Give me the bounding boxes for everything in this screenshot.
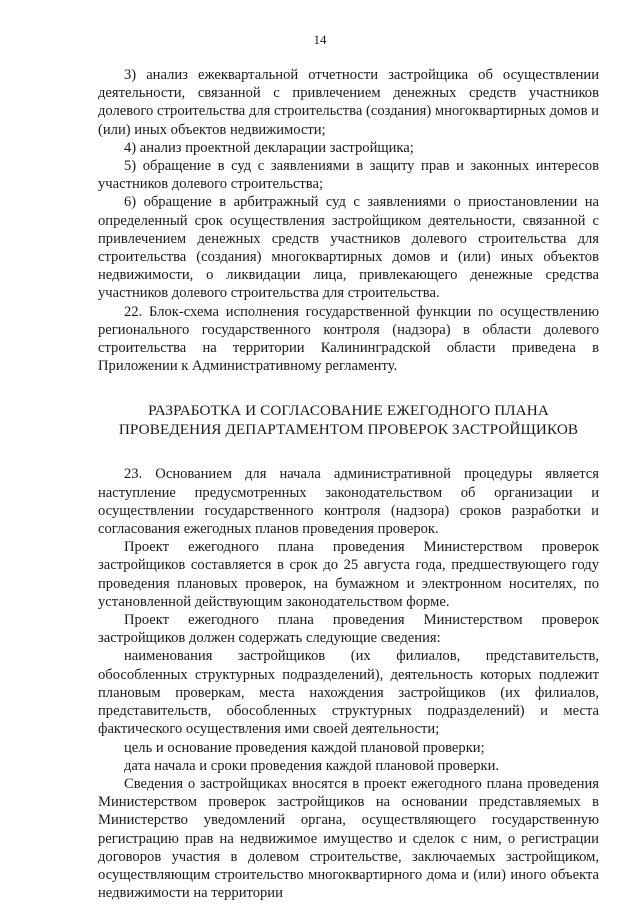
section-heading <box>98 401 599 439</box>
section-heading-line-2: ПРОВЕДЕНИЯ ДЕПАРТАМЕНТОМ ПРОВЕРОК ЗАСТРОЙЩИКОВ <box>118 421 579 439</box>
paragraph-plan-names: наименования застройщиков (их филиалов, представительств, обособленных структурных подразделений), деятельность которых подлежит плановым проверкам, места нахождения застройщиков (их филиалов, представительств, обособленных структурных подразделений) и места фактического осуществления ими своей деятельности; <box>98 648 599 738</box>
paragraph-plan-deadline: Проект ежегодного плана проведения Министерством проверок застройщиков составляется в срок до 25 августа года, предшествующего году проведения плановых проверок, на бумажном и электронном носителях, по установленной действующим законодательством форме. <box>98 539 599 610</box>
document-body <box>98 66 599 902</box>
paragraph-23: 23. Основанием для начала административной процедуры является наступление предусмотренных законодательством об организации и осуществлении государственного контроля (надзора) сроков разработки и согласования ежегодных планов проведения проверок. <box>98 466 599 538</box>
page-number: 14 <box>313 32 327 47</box>
paragraph-item-4: 4) анализ проектной декларации застройщика; <box>124 139 414 156</box>
section-heading-line-1: РАЗРАБОТКА И СОГЛАСОВАНИЕ ЕЖЕГОДНОГО ПЛАНА <box>148 402 549 420</box>
paragraph-item-3: 3) анализ ежеквартальной отчетности застройщика об осуществлении деятельности, связанной с привлечением денежных средств участников долевого строительства для строительства (создания) многоквартирных домов и (или) иных объектов недвижимости; <box>98 67 599 138</box>
paragraph-item-5: 5) обращение в суд с заявлениями в защиту прав и законных интересов участников долевого строительства; <box>98 158 599 193</box>
paragraph-plan-dates: дата начала и сроки проведения каждой плановой проверки. <box>124 757 500 774</box>
paragraph-22: 22. Блок-схема исполнения государственной функции по осуществлению регионального государственного контроля (надзора) в области долевого строительства на территории Калининградской области приведена в Приложении к Административному регламенту. <box>98 303 599 375</box>
paragraph-plan-purpose: цель и основание проведения каждой плановой проверки; <box>124 739 485 756</box>
paragraph-developer-info: Сведения о застройщиках вносятся в проект ежегодного плана проведения Министерством проверок застройщиков на основании представляемых в Министерство уведомлений органа, осуществляющего государственную регистрацию прав на недвижимое имущество и сделок с ним, о регистрации договоров участия в долевом строительстве, заключаемых застройщиком, осуществляющим строительство многоквартирного дома и (или) иного объекта недвижимости на территории <box>98 775 599 902</box>
paragraph-item-6: 6) обращение в арбитражный суд с заявлениями о приостановлении на определенный срок осуществления застройщиком деятельности, связанной с привлечением денежных средств участников долевого строительства для строительства (создания) многоквартирных домов и (или) иных объектов недвижимости, о ликвидации лица, привлекающего денежные средства участников долевого строительства для строительства. <box>98 194 599 302</box>
paragraph-plan-contents: Проект ежегодного плана проведения Министерством проверок застройщиков должен содержать следующие сведения: <box>98 612 599 647</box>
